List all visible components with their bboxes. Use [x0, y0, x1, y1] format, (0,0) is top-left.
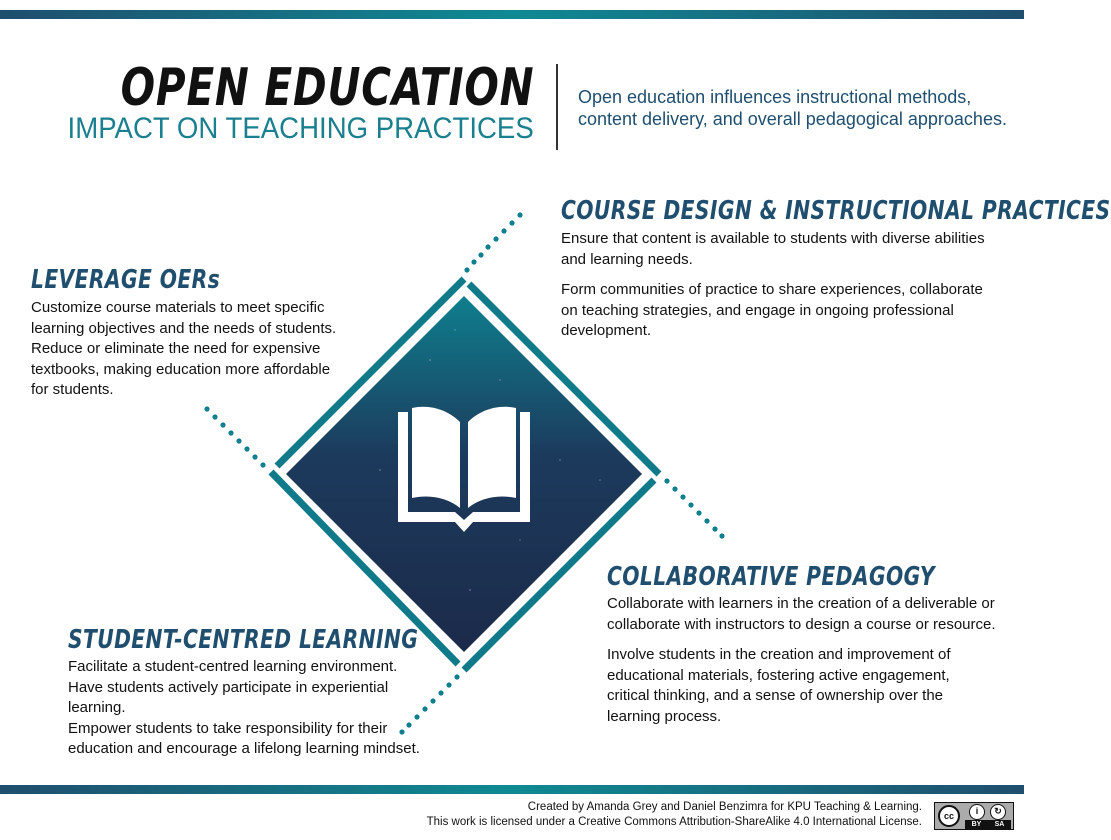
text-line: and learning needs.	[561, 250, 693, 268]
text-line: on teaching strategies, and engage in ongoing professional	[561, 301, 954, 319]
attribution-icon: i	[969, 804, 985, 820]
text-line: Reduce or eliminate the need for expensive	[31, 340, 321, 357]
cc-icon: cc	[938, 805, 960, 827]
text-line: Ensure that content is available to students with diverse abilities	[561, 230, 985, 247]
paragraph	[68, 657, 428, 760]
bottom-accent-bar	[0, 785, 1024, 794]
text-line: Empower students to take responsibility for their	[68, 719, 388, 737]
section-title-leverage-oers: LEVERAGE OERs	[31, 265, 221, 295]
paragraph	[607, 594, 1007, 635]
footer-license-line: This work is licensed under a Creative Commons Attribution-ShareAlike 4.0 International License.	[426, 816, 922, 828]
text-line: for students.	[31, 381, 114, 398]
paragraph	[561, 280, 1001, 342]
section-title-course-design: COURSE DESIGN & INSTRUCTIONAL PRACTICES	[561, 196, 1111, 226]
license-labels	[965, 820, 1011, 829]
text-line: Facilitate a student-centred learning environment.	[68, 658, 398, 675]
dots-right	[664, 478, 724, 538]
text-line: Involve students in the creation and improvement of	[607, 646, 951, 663]
by-label: BY	[971, 821, 982, 828]
text-line: textbooks, making education more affordable	[31, 360, 331, 378]
section-title-collaborative-pedagogy: COLLABORATIVE PEDAGOGY	[607, 562, 935, 592]
text-line: Customize course materials to meet specific	[31, 299, 325, 316]
intro-line: Open education influences instructional methods,	[578, 87, 972, 107]
text-line: Form communities of practice to share experiences, collaborate	[561, 281, 983, 298]
page-subtitle: IMPACT ON TEACHING PRACTICES	[67, 112, 534, 145]
text-line: learning objectives and the needs of students.	[31, 319, 337, 337]
text-line: educational materials, fostering active engagement,	[607, 666, 950, 684]
footer-credit-line: Created by Amanda Grey and Daniel Benzimra for KPU Teaching & Learning.	[527, 801, 922, 813]
text-line: learning.	[68, 699, 126, 716]
section-title-student-centred: STUDENT-CENTRED LEARNING	[68, 625, 419, 655]
cc-license-badge[interactable]	[934, 802, 1014, 830]
text-line: Collaborate with learners in the creation of a deliverable or	[607, 595, 995, 612]
paragraph	[561, 229, 1001, 270]
sa-label: SA	[994, 821, 1005, 828]
text-line: learning process.	[607, 707, 722, 725]
page-title: OPEN EDUCATION	[120, 58, 534, 118]
section-body-course-design	[561, 229, 1001, 352]
text-line: critical thinking, and a sense of ownership over the	[607, 687, 944, 704]
dots-top-right	[464, 212, 522, 272]
paragraph	[31, 298, 351, 401]
footer-credits	[427, 800, 922, 830]
text-line: collaborate with instructors to design a course or resource.	[607, 615, 996, 633]
dots-left	[204, 406, 265, 467]
text-line: Have students actively participate in experiential	[68, 678, 389, 696]
share-alike-icon: ↻	[990, 804, 1006, 820]
intro-line: content delivery, and overall pedagogical approaches.	[578, 109, 1007, 129]
paragraph	[607, 645, 1007, 727]
section-body-student-centred	[68, 657, 428, 770]
section-body-collaborative-pedagogy	[607, 594, 1007, 737]
text-line: development.	[561, 322, 652, 339]
section-body-leverage-oers	[31, 298, 351, 411]
text-line: education and encourage a lifelong learning mindset.	[68, 740, 420, 757]
